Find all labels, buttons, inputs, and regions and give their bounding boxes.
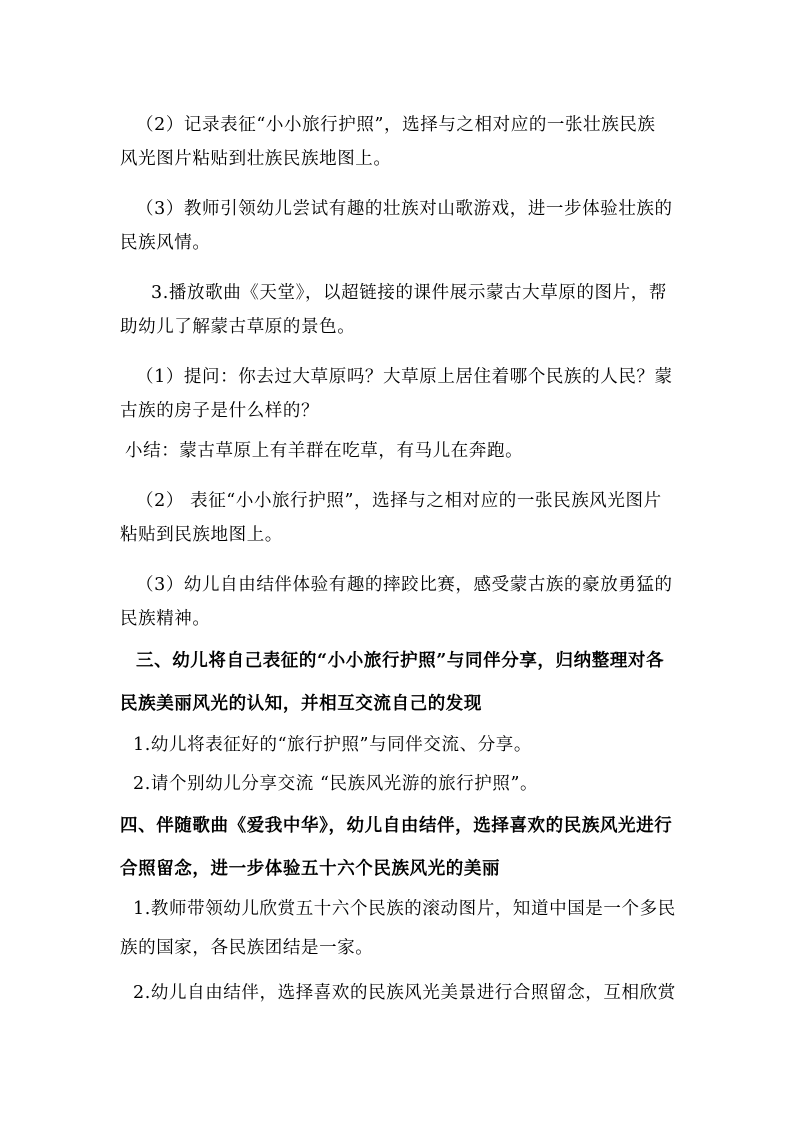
section-heading-line: 合照留念，进一步体验五十六个民族风光的美丽 bbox=[120, 859, 501, 879]
paragraph-line: （2） 表征“小小旅行护照”，选择与之相对应的一张民族风光图片 bbox=[136, 491, 662, 511]
paragraph-line: （1）提问：你去过大草原吗？大草原上居住着哪个民族的人民？蒙 bbox=[136, 367, 673, 387]
paragraph-line: （3）幼儿自由结伴体验有趣的摔跤比赛，感受蒙古族的豪放勇猛的 bbox=[136, 575, 673, 595]
paragraph-line: 2.请个别幼儿分享交流 “民族风光游的旅行护照”。 bbox=[133, 774, 539, 794]
paragraph-line: 民族精神。 bbox=[120, 609, 211, 629]
paragraph-line: 族的国家，各民族团结是一家。 bbox=[120, 938, 374, 958]
paragraph-line: 3.播放歌曲《天堂》，以超链接的课件展示蒙古大草原的图片，帮 bbox=[151, 283, 667, 303]
paragraph-line: （3）教师引领幼儿尝试有趣的壮族对山歌游戏，进一步体验壮族的 bbox=[136, 199, 673, 219]
paragraph-line: 1.教师带领幼儿欣赏五十六个民族的滚动图片，知道中国是一个多民 bbox=[133, 899, 676, 919]
section-heading-line: 三、幼儿将自己表征的“小小旅行护照”与同伴分享，归纳整理对各 bbox=[136, 651, 665, 671]
paragraph-line: 2.幼儿自由结伴，选择喜欢的民族风光美景进行合照留念，互相欣赏 bbox=[133, 983, 676, 1003]
paragraph-line: 小结：蒙古草原上有羊群在吃草，有马儿在奔跑。 bbox=[125, 441, 524, 461]
paragraph-line: （2）记录表征“小小旅行护照”，选择与之相对应的一张壮族民族 bbox=[136, 115, 656, 135]
paragraph-line: 助幼儿了解蒙古草原的景色。 bbox=[120, 317, 356, 337]
paragraph-line: 粘贴到民族地图上。 bbox=[120, 525, 283, 545]
paragraph-line: 1.幼儿将表征好的“旅行护照”与同伴交流、分享。 bbox=[133, 735, 532, 755]
section-heading-line: 民族美丽风光的认知，并相互交流自己的发现 bbox=[120, 694, 482, 714]
paragraph-line: 风光图片粘贴到壮族民族地图上。 bbox=[120, 149, 392, 169]
section-heading-line: 四、伴随歌曲《爱我中华》，幼儿自由结伴，选择喜欢的民族风光进行 bbox=[120, 816, 673, 836]
paragraph-line: 古族的房子是什么样的？ bbox=[120, 401, 320, 421]
paragraph-line: 民族风情。 bbox=[120, 233, 211, 253]
